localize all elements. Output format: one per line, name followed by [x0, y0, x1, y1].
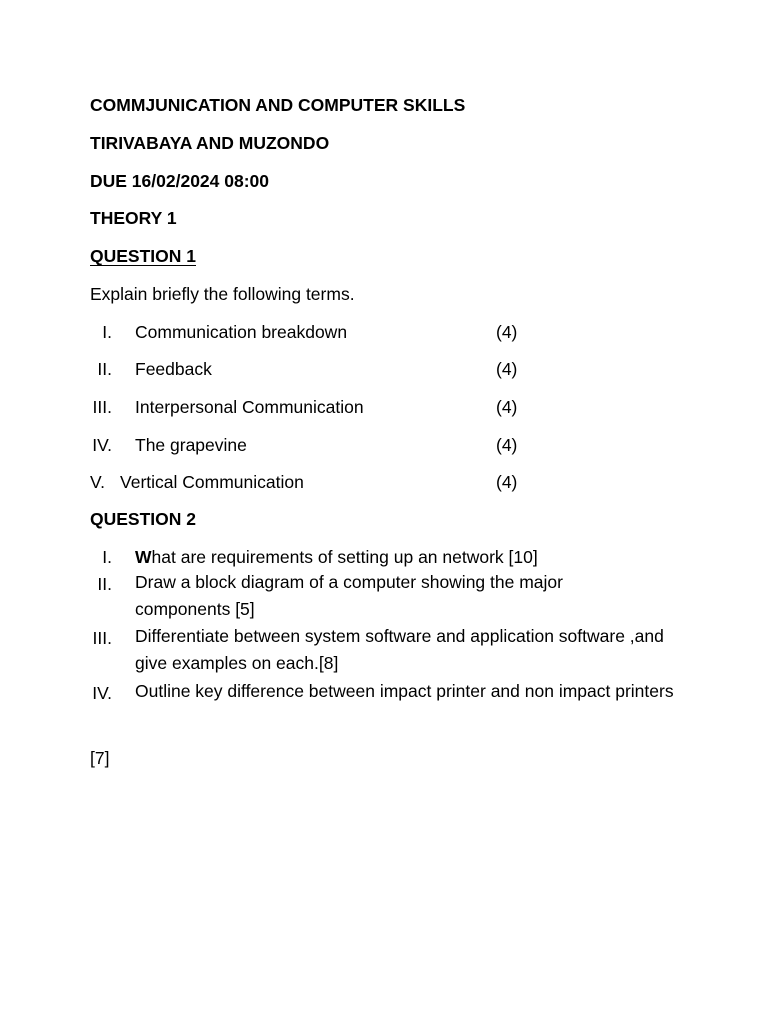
item-number: V.: [90, 472, 105, 492]
course-title: COMMJUNICATION AND COMPUTER SKILLS: [90, 95, 466, 115]
lecturers: TIRIVABAYA AND MUZONDO: [90, 133, 330, 153]
item-text: [135, 546, 538, 568]
item-text: Vertical Communication: [120, 472, 304, 492]
item-text: The grapevine: [135, 435, 247, 455]
item-text-rest: hat are requirements of setting up an network [10]: [151, 547, 538, 567]
item-number: I.: [102, 547, 112, 567]
due-date: DUE 16/02/2024 08:00: [90, 171, 270, 191]
section-title: THEORY 1: [90, 208, 177, 228]
item-number: I.: [102, 322, 112, 342]
trailing-marks: [7]: [90, 748, 110, 768]
item-number: II.: [97, 359, 112, 379]
question-1-instruction: Explain briefly the following terms.: [90, 284, 355, 304]
item-marks: (4): [496, 322, 518, 342]
question-1-title: QUESTION 1: [90, 246, 196, 266]
item-text: Interpersonal Communication: [135, 397, 364, 417]
question-2-title: QUESTION 2: [90, 509, 196, 529]
item-text: Feedback: [135, 359, 212, 379]
item-marks: (4): [496, 359, 518, 379]
item-number: III.: [92, 397, 112, 417]
item-number: IV.: [92, 435, 112, 455]
item-text: Draw a block diagram of a computer showing the major components [5]: [135, 572, 563, 619]
item-first-letter: W: [135, 547, 152, 567]
item-marks: (4): [496, 472, 518, 492]
item-marks: (4): [496, 397, 518, 417]
item-number: II.: [97, 574, 112, 594]
item-number: III.: [92, 628, 112, 648]
item-text: Communication breakdown: [135, 322, 348, 342]
item-text: Differentiate between system software and application software ,and give examples on each.[8]: [135, 626, 664, 673]
item-number: IV.: [92, 683, 112, 703]
item-text: Outline key difference between impact printer and non impact printers: [135, 681, 674, 701]
item-marks: (4): [496, 435, 518, 455]
